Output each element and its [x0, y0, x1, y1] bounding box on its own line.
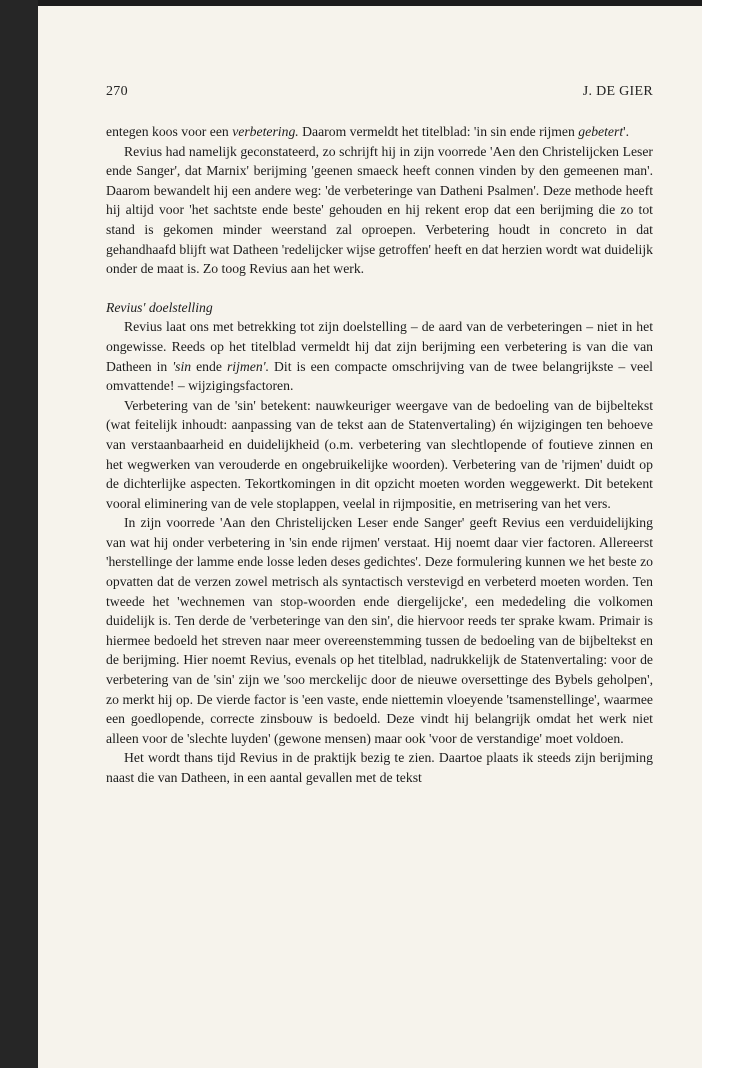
- paragraph: [106, 513, 653, 748]
- text-run: Verbetering van de 'sin' betekent: nauwkeuriger weergave van de bedoeling van de bijbeltekst (wat feitelijk inhoudt: aanpassing van de tekst aan de Statenvertaling) én wijzigingen ten behoeve van verstaanbaarheid en duidelijkheid (o.m. verbetering van slechtlopende of foutieve zinnen en het wegwerken van verouderde en ongebruikelijke woorden). Verbetering van de 'rijmen' duidt op de dichterlijke aspecten. Tekortkomingen in dit opzicht moeten worden weggewerkt. Dit betekent vooral eliminering van de vele stoplappen, veelal in rijmpositie, en metrisering van het vers.: [106, 397, 653, 511]
- paragraph: [106, 142, 653, 279]
- italic-run: 'sin: [172, 358, 192, 374]
- text-run: Revius had namelijk geconstateerd, zo schrijft hij in zijn voorrede 'Aen den Christelijcken Leser ende Sanger', dat Marnix' berijming 'geenen smaeck heeft connen vinden by den gemeenen man'. Daarom bewandelt hij een andere weg: 'de verbeteringe van Datheni Psalmen'. Deze methode heeft hij altijd voor 'het sachtste ende beste' gehouden en hij rekent erop dat een berijming die zo tot stand is gekomen minder weerstand zal oproepen. Verbetering houdt in concreto in dat gehandhaafd blijft wat Datheen 'redelijcker wijse getroffen' heeft en dat herzien wordt wat duidelijk onder de maat is. Zo toog Revius aan het werk.: [106, 143, 653, 277]
- text-run: ende: [191, 358, 227, 374]
- section-heading: Revius' doelstelling: [106, 299, 213, 315]
- text-run: '.: [623, 124, 630, 139]
- italic-run: rijmen'.: [226, 358, 270, 374]
- text-run: In zijn voorrede 'Aan den Christelijcken Leser ende Sanger' geeft Revius een verduidelijking van wat hij onder verbetering in 'sin ende rijmen' verstaat. Hij noemt daar vier factoren. Allereerst 'herstellinge der lamme ende losse leden deses gedichtes'. Deze formulering kunnen we het beste zo opvatten dat de verzen zowel metrisch als syntactisch verstevigd en verbeterd moeten worden. Ten tweede het 'wechnemen van stop-woorden ende diergelijcke', een mededeling die volkomen duidelijk is. Ten derde de 'verbeteringe van den sin', die hiervoor reeds ter sprake kwam. Primair is hiermee bedoeld het streven naar meer overeenstemming tussen de bedoeling van de bijbeltekst en de berijming. Hier noemt Revius, evenals op het titelblad, nadrukkelijk de Statenvertaling: voor de verbetering van de 'sin' zijn we 'soo merckelijc door de nieuwe oversettinge des Bybels geholpen', zo merkt hij op. De vierde factor is 'een vaste, ende niettemin vloeyende 'tsamenstellinge', waarmee een goedlopende, correcte zinsbouw is bedoeld. Deze vindt hij belangrijk omdat het werk niet alleen voor de 'slechte luyden' (gewone mensen) maar ook 'voor de verstandige' moet voldoen.: [106, 515, 653, 746]
- text-run: Daarom vermeldt het titelblad: 'in sin ende rijmen: [298, 124, 579, 139]
- text-run: entegen koos voor een: [106, 124, 233, 139]
- paragraph: [106, 748, 653, 787]
- scan-left-border: [0, 0, 38, 1068]
- italic-run: gebetert: [578, 124, 624, 139]
- running-head: J. DE GIER: [582, 84, 653, 99]
- text-run: Dit is een compacte omschrijving van de twee belangrijkste – veel omvattende! – wijzigingsfactoren.: [106, 358, 653, 394]
- body-text: [106, 122, 653, 788]
- text-run: Revius laat ons met betrekking tot zijn doelstelling – de aard van de verbeteringen – niet in het ongewisse. Reeds op het titelblad vermeldt hij dat zijn berijming een verbetering is van die van Datheen in: [106, 319, 653, 374]
- page-number: 270: [106, 84, 128, 99]
- paragraph: [106, 396, 653, 514]
- text-run: Het wordt thans tijd Revius in de praktijk bezig te zien. Daartoe plaats ik steeds zijn berijming naast die van Datheen, in een aantal gevallen met de tekst: [106, 750, 653, 785]
- italic-run: verbetering.: [232, 124, 299, 139]
- paragraph: [106, 317, 653, 395]
- scan-right-margin: [702, 0, 738, 1068]
- paragraph: [106, 122, 653, 142]
